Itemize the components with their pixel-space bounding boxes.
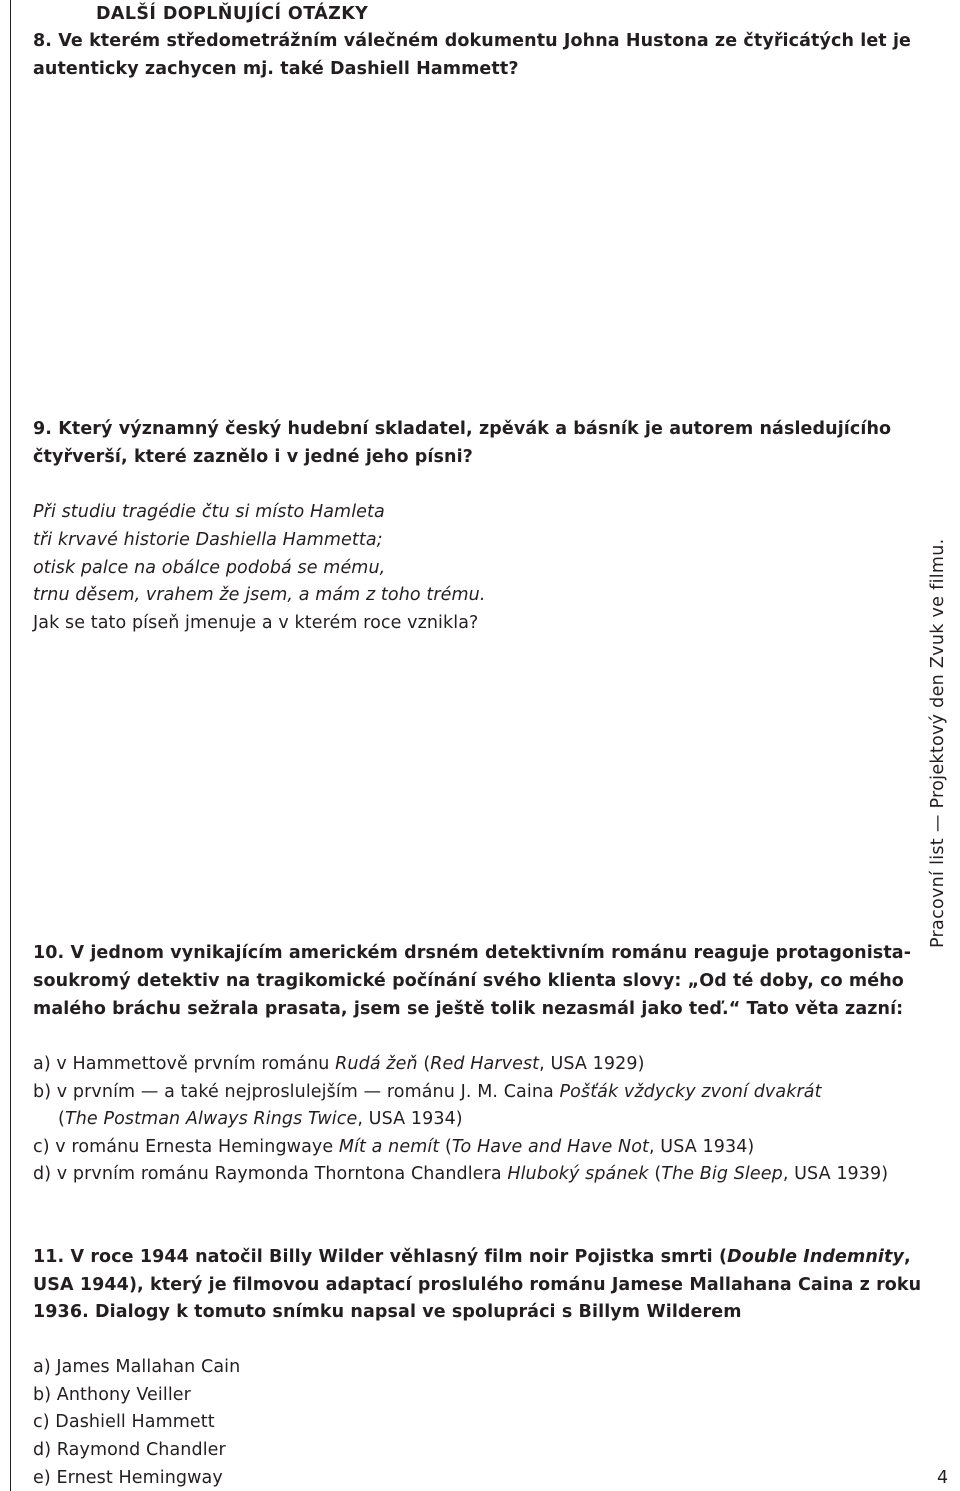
question-9-line-2: čtyřverší, které zaznělo i v jedné jeho písni? bbox=[33, 447, 473, 467]
question-10-line-3: malého bráchu sežrala prasata, jsem se ještě tolik nezasmál jako teď.“ Tato věta zazní: bbox=[33, 999, 904, 1019]
question-11-line-1: 11. V roce 1944 natočil Billy Wilder věhlasný film noir Pojistka smrti (Double Indemnity, bbox=[33, 1247, 911, 1267]
question-10-option-b-continued: (The Postman Always Rings Twice, USA 1934) bbox=[58, 1109, 463, 1129]
verse-line-1: Při studiu tragédie čtu si místo Hamleta bbox=[33, 502, 385, 522]
verse-line-2: tři krvavé historie Dashiella Hammetta; bbox=[33, 530, 383, 550]
question-10-option-d: d) v prvním románu Raymonda Thorntona Chandlera Hluboký spánek (The Big Sleep, USA 1939) bbox=[33, 1164, 889, 1184]
question-10-line-1: 10. V jednom vynikajícím americkém drsném detektivním románu reaguje protagonista- bbox=[33, 943, 912, 963]
worksheet-side-label: Pracovní list — Projektový den Zvuk ve filmu. bbox=[928, 538, 948, 948]
verse-line-3: otisk palce na obálce podobá se mému, bbox=[33, 558, 386, 578]
question-9-followup: Jak se tato píseň jmenuje a v kterém roce vznikla? bbox=[33, 613, 479, 633]
question-10-line-2: soukromý detektiv na tragikomické počínání svého klienta slovy: „Od té doby, co mého bbox=[33, 971, 904, 991]
question-11-option-d: d) Raymond Chandler bbox=[33, 1440, 226, 1460]
question-8-line-1: 8. Ve kterém středometrážním válečném dokumentu Johna Hustona ze čtyřicátých let je bbox=[33, 31, 912, 51]
verse-line-4: trnu děsem, vrahem že jsem, a mám z toho trému. bbox=[33, 585, 486, 605]
question-10-option-a: a) v Hammettově prvním románu Rudá žeň (Red Harvest, USA 1929) bbox=[33, 1054, 645, 1074]
question-11-line-2: USA 1944), který je filmovou adaptací proslulého románu Jamese Mallahana Caina z roku bbox=[33, 1275, 922, 1295]
question-11-option-a: a) James Mallahan Cain bbox=[33, 1357, 241, 1377]
question-10-option-b: b) v prvním — a také nejproslulejším — románu J. M. Caina Pošťák vždycky zvoní dvakrát bbox=[33, 1082, 822, 1102]
question-11-option-e: e) Ernest Hemingway bbox=[33, 1468, 223, 1488]
question-8-line-2: autenticky zachycen mj. také Dashiell Hammett? bbox=[33, 59, 519, 79]
question-9-line-1: 9. Který významný český hudební skladatel, zpěvák a básník je autorem následujícího bbox=[33, 419, 892, 439]
page-number: 4 bbox=[937, 1468, 949, 1488]
left-margin-rule bbox=[10, 0, 11, 1491]
question-11-option-c: c) Dashiell Hammett bbox=[33, 1412, 215, 1432]
question-11-line-3: 1936. Dialogy k tomuto snímku napsal ve spolupráci s Billym Wilderem bbox=[33, 1302, 742, 1322]
question-10-option-c: c) v románu Ernesta Hemingwaye Mít a nemít (To Have and Have Not, USA 1934) bbox=[33, 1137, 755, 1157]
question-11-option-b: b) Anthony Veiller bbox=[33, 1385, 191, 1405]
section-heading: DALŠÍ DOPLŇUJÍCÍ OTÁZKY bbox=[96, 4, 369, 24]
